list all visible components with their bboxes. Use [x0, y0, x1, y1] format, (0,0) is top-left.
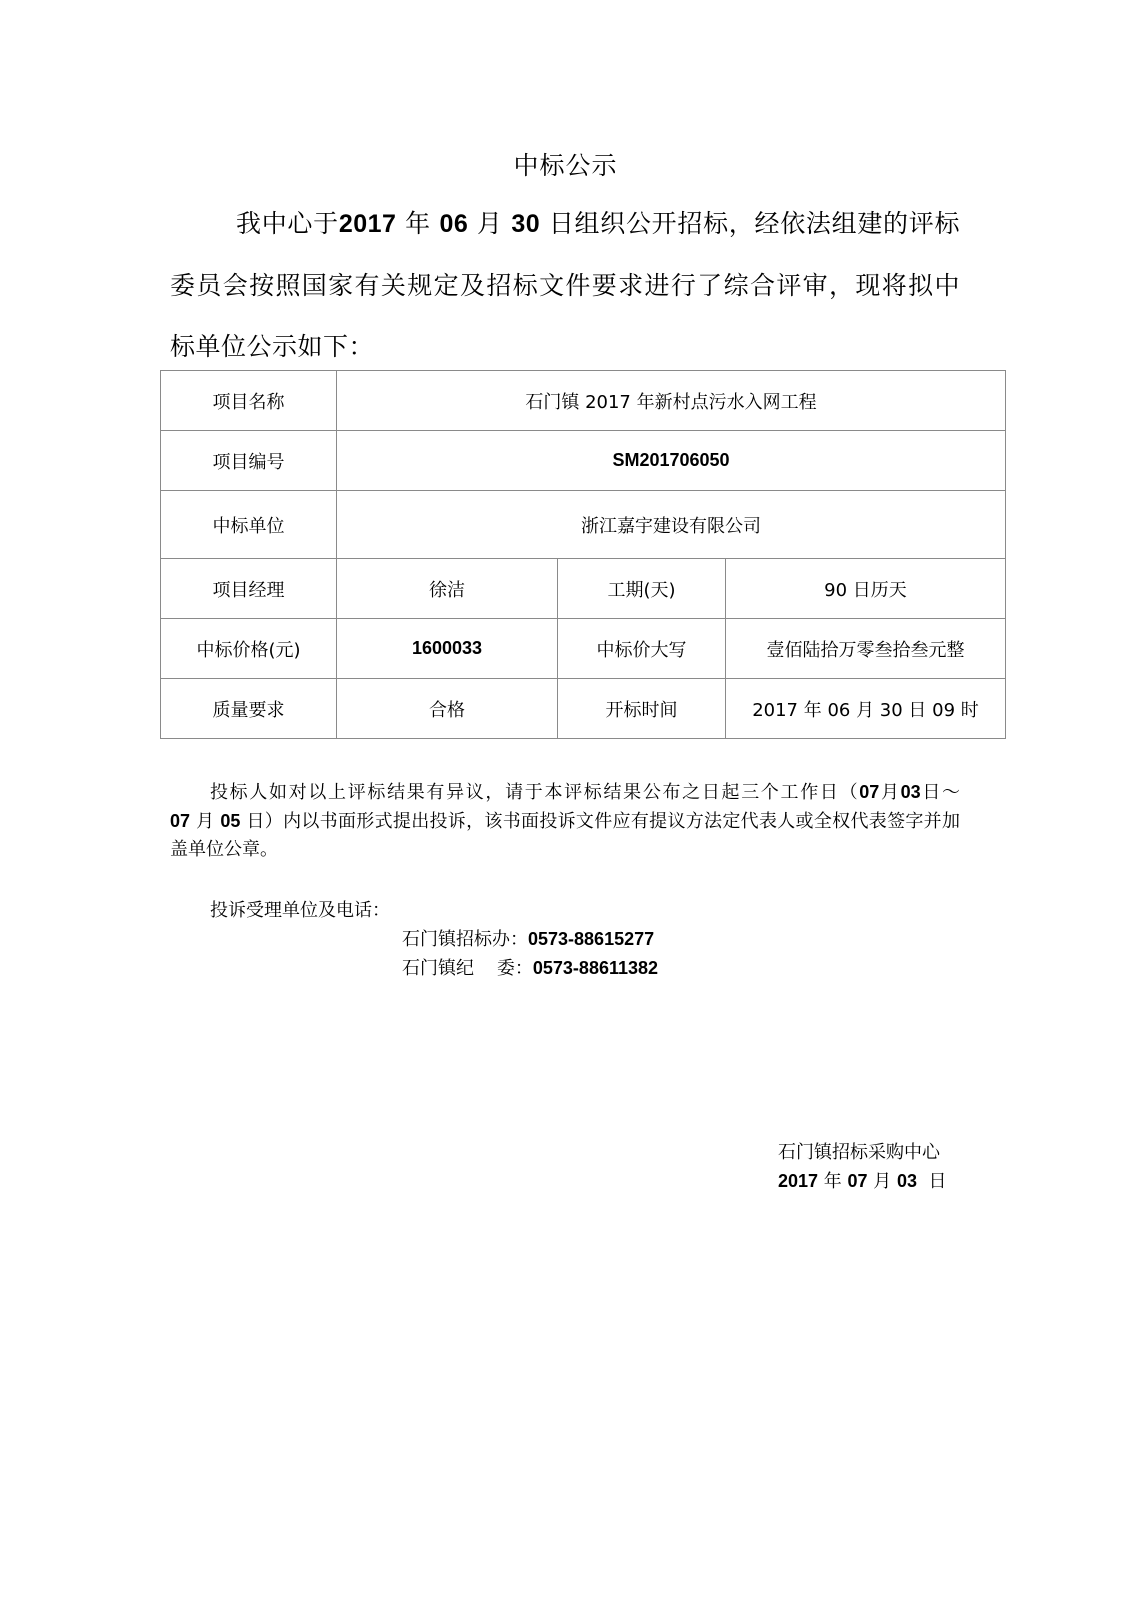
contacts-heading: 投诉受理单位及电话：: [210, 900, 390, 921]
price-label: 中标价格(元): [161, 619, 337, 679]
winner-label: 中标单位: [161, 491, 337, 559]
notice-text-5: 日）内以书面形式提出投诉，该书面投诉文件应有提议方法定代表人或全权代表签字并加盖单位公章。: [170, 811, 960, 860]
table-row: [161, 371, 1006, 431]
notice-text-3: 日～: [920, 782, 961, 803]
bid-result-table: [160, 370, 1006, 739]
intro-day: 30: [511, 210, 541, 238]
quality-value: 合格: [337, 679, 558, 739]
contact-line-office1: [402, 925, 654, 951]
office1-phone: 0573-88615277: [528, 929, 655, 949]
notice-to-month: 07: [170, 811, 191, 831]
intro-month: 06: [439, 210, 469, 238]
signature-day: 03: [897, 1171, 918, 1191]
notice-text-4: 月: [196, 811, 215, 832]
intro-year: 2017: [338, 210, 397, 238]
winner-value: 浙江嘉宇建设有限公司: [337, 491, 1006, 559]
document-title: 中标公示: [513, 151, 618, 180]
opening-label: 开标时间: [558, 679, 726, 739]
intro-text-4: 日组织公开招标，经依法组建的评标委员会按照国家有关规定及招标文件要求进行了综合评审，现将拟中标单位公示如下：: [170, 209, 960, 361]
project-name-value: 石门镇 2017 年新村点污水入网工程: [337, 371, 1006, 431]
signature-date: [778, 1167, 947, 1193]
quality-label: 质量要求: [161, 679, 337, 739]
duration-value: 90 日历天: [726, 559, 1006, 619]
opening-value: 2017 年 06 月 30 日 09 时: [726, 679, 1006, 739]
signature-day-unit: 日: [928, 1171, 947, 1192]
signature-organization: 石门镇招标采购中心: [778, 1142, 940, 1163]
intro-text-3: 月: [476, 209, 503, 238]
intro-text-2: 年: [405, 209, 431, 238]
price-caps-value: 壹佰陆拾万零叁拾叁元整: [726, 619, 1006, 679]
project-name-label: 项目名称: [161, 371, 337, 431]
signature-month-unit: 月: [873, 1171, 892, 1192]
table-row: [161, 491, 1006, 559]
notice-to-day: 05: [220, 811, 241, 831]
manager-value: 徐洁: [337, 559, 558, 619]
signature-year: 2017: [778, 1171, 819, 1191]
intro-text-1: 我中心于: [236, 209, 339, 238]
objection-notice: [170, 778, 960, 864]
table-row: [161, 679, 1006, 739]
notice-text-1: 投标人如对以上评标结果有异议，请于本评标结果公布之日起三个工作日（: [210, 782, 860, 803]
table-row: [161, 559, 1006, 619]
office2-label: 石门镇纪 委：: [402, 958, 533, 979]
office1-label: 石门镇招标办：: [402, 929, 528, 950]
notice-from-month: 07: [859, 782, 880, 802]
notice-text-2: 月: [879, 782, 901, 803]
contact-line-office2: [402, 954, 658, 980]
duration-label: 工期(天): [558, 559, 726, 619]
project-no-label: 项目编号: [161, 431, 337, 491]
signature-year-unit: 年: [823, 1171, 842, 1192]
price-value: 1600033: [337, 619, 558, 679]
price-caps-label: 中标价大写: [558, 619, 726, 679]
signature-month: 07: [847, 1171, 868, 1191]
notice-from-day: 03: [900, 782, 921, 802]
table-row: [161, 431, 1006, 491]
table-row: [161, 619, 1006, 679]
intro-paragraph: [170, 193, 960, 377]
project-no-value: SM201706050: [337, 431, 1006, 491]
manager-label: 项目经理: [161, 559, 337, 619]
office2-phone: 0573-88611382: [532, 958, 659, 978]
